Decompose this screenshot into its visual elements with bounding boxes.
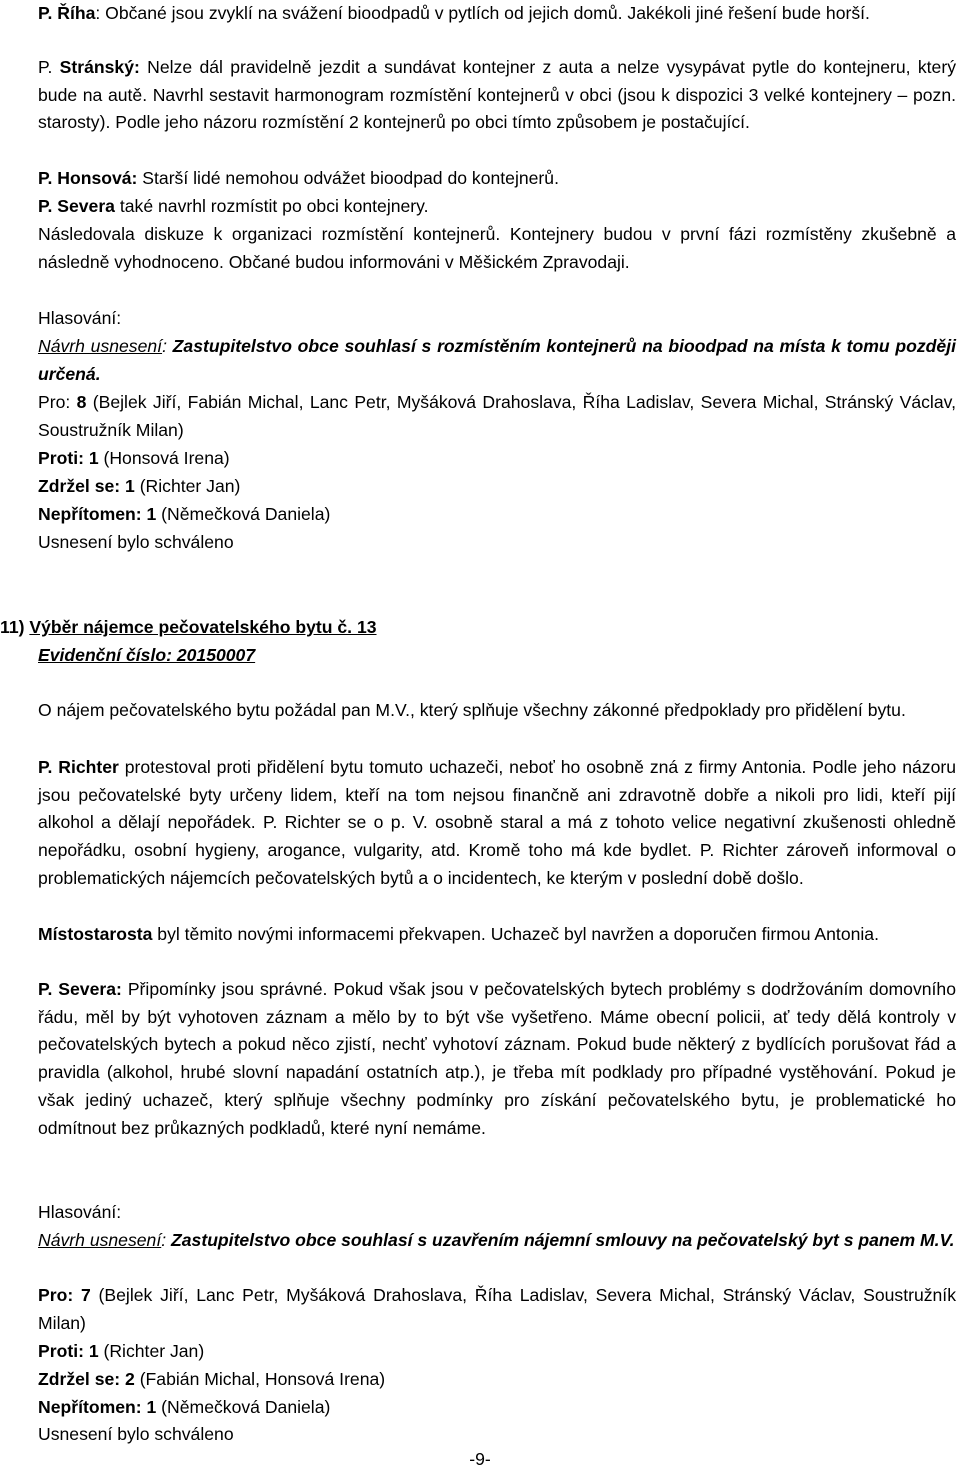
vote-zdrzel-2: Zdržel se: 2 (Fabián Michal, Honsová Irena)	[38, 1369, 386, 1389]
paragraph-discussion: Následovala diskuze k organizaci rozmístění kontejnerů. Kontejnery budou v první fázi rozmístěny zkušebně a následně vyhodnoceno. Občané budou informováni v Měšickém Zpravodaji.	[38, 224, 956, 272]
resolution-proposal-1: Návrh usnesení: Zastupitelstvo obce souhlasí s rozmístěním kontejnerů na bioodpad na místa k tomu později určená.	[38, 336, 956, 384]
paragraph-severa-short: P. Severa také navrhl rozmístit po obci kontejnery.	[38, 196, 429, 216]
vote-proti-1: Proti: 1 (Honsová Irena)	[38, 448, 230, 468]
paragraph-honsova: P. Honsová: Starší lidé nemohou odvážet bioodpad do kontejnerů.	[38, 168, 559, 188]
speaker-richter: P. Richter	[38, 757, 119, 777]
speaker-stransky: Stránský:	[59, 57, 140, 77]
page-number: -9-	[469, 1449, 491, 1469]
paragraph-applicant: O nájem pečovatelského bytu požádal pan M.V., který splňuje všechny zákonné předpoklady pro přidělení bytu.	[38, 700, 906, 720]
vote-pro-2: Pro: 7 (Bejlek Jiří, Lanc Petr, Myšáková Drahoslava, Říha Ladislav, Severa Michal, Stránský Václav, Soustružník Milan)	[38, 1285, 956, 1333]
vote-nepritomen-1: Nepřítomen: 1 (Němečková Daniela)	[38, 504, 331, 524]
vote-zdrzel-1: Zdržel se: 1 (Richter Jan)	[38, 476, 241, 496]
paragraph-severa: P. Severa: Připomínky jsou správné. Pokud však jsou v pečovatelských bytech problémy s dodržováním domovního řádu, měl by být vyhotoven záznam a mělo by to být vše vyšetřeno. Máme obecní policii, ať tedy dělá kontroly v pečovatelských bytech a pokud něco zjistí, nechť vyhotoví záznam. Pokud bude některý z bydlících porušovat řád a pravidla (alkohol, hrubé slovní napadání ostatních atp.), je třeba mít podklady pro případné vystěhování. Pokud je však jediný uchazeč, který splňuje všechny podmínky pro získání pečovatelského bytu, je problematické ho odmítnout bez průkazných podkladů, které nyní nemáme.	[38, 979, 956, 1138]
speaker-severa-2: P. Severa:	[38, 979, 122, 999]
paragraph-riha: P. Říha: Občané jsou zvyklí na svážení bioodpadů v pytlích od jejich domů. Jakékoli jiné řešení bude horší.	[38, 3, 870, 23]
vote-heading-2: Hlasování:	[38, 1202, 122, 1222]
vote-proti-2: Proti: 1 (Richter Jan)	[38, 1341, 205, 1361]
section-number: 11)	[0, 617, 30, 637]
paragraph-richter: P. Richter protestoval proti přidělení bytu tomuto uchazeči, neboť ho osobně zná z firmy Antonia. Podle jeho názoru jsou pečovatelské byty určeny lidem, kteří na tom nejsou finančně ani zdravotně dobře a nikoli pro lidi, kteří pijí alkohol a dělají nepořádek. P. Richter se o p. V. osobně staral a má z tohoto velice negativní zkušenosti ohledně nepořádku, osobní hygieny, arogance, vulgarity, atd. Kromě toho má kde bydlet. P. Richter zároveň informoval o problematických nájemcích pečovatelských bytů a o incidentech, ke kterým v poslední době došlo.	[38, 757, 957, 888]
speaker-severa: P. Severa	[38, 196, 115, 216]
vote-pro-1: Pro: 8 (Bejlek Jiří, Fabián Michal, Lanc Petr, Myšáková Drahoslava, Říha Ladislav, Severa Michal, Stránský Václav, Soustružník Milan)	[38, 392, 956, 440]
speaker-riha: P. Říha	[38, 3, 96, 23]
speaker-mistostarosta: Místostarosta	[38, 924, 153, 944]
resolution-proposal-2: Návrh usnesení: Zastupitelstvo obce souhlasí s uzavřením nájemní smlouvy na pečovatelský byt s panem M.V.	[38, 1230, 955, 1250]
paragraph-mistostarosta: Místostarosta byl těmito novými informacemi překvapen. Uchazeč byl navržen a doporučen firmou Antonia.	[38, 924, 879, 944]
evidence-number: Evidenční číslo: 20150007	[38, 645, 256, 665]
speaker-honsova: P. Honsová:	[38, 168, 138, 188]
paragraph-stransky: P. Stránský: Nelze dál pravidelně jezdit a sundávat kontejner z auta a nelze vysypávat pytle do kontejneru, který bude na autě. Navrhl sestavit harmonogram rozmístění kontejnerů v obci (jsou k dispozici 3 velké kontejnery – pozn. starosty). Podle jeho názoru rozmístění 2 kontejnerů po obci tímto způsobem je postačující.	[38, 57, 957, 133]
vote-result-1: Usnesení bylo schváleno	[38, 532, 234, 552]
vote-nepritomen-2: Nepřítomen: 1 (Němečková Daniela)	[38, 1397, 331, 1417]
section-title: Výběr nájemce pečovatelského bytu č. 13	[29, 617, 377, 637]
section-11-title	[0, 614, 918, 642]
vote-heading-1: Hlasování:	[38, 308, 122, 328]
vote-result-2: Usnesení bylo schváleno	[38, 1424, 234, 1444]
